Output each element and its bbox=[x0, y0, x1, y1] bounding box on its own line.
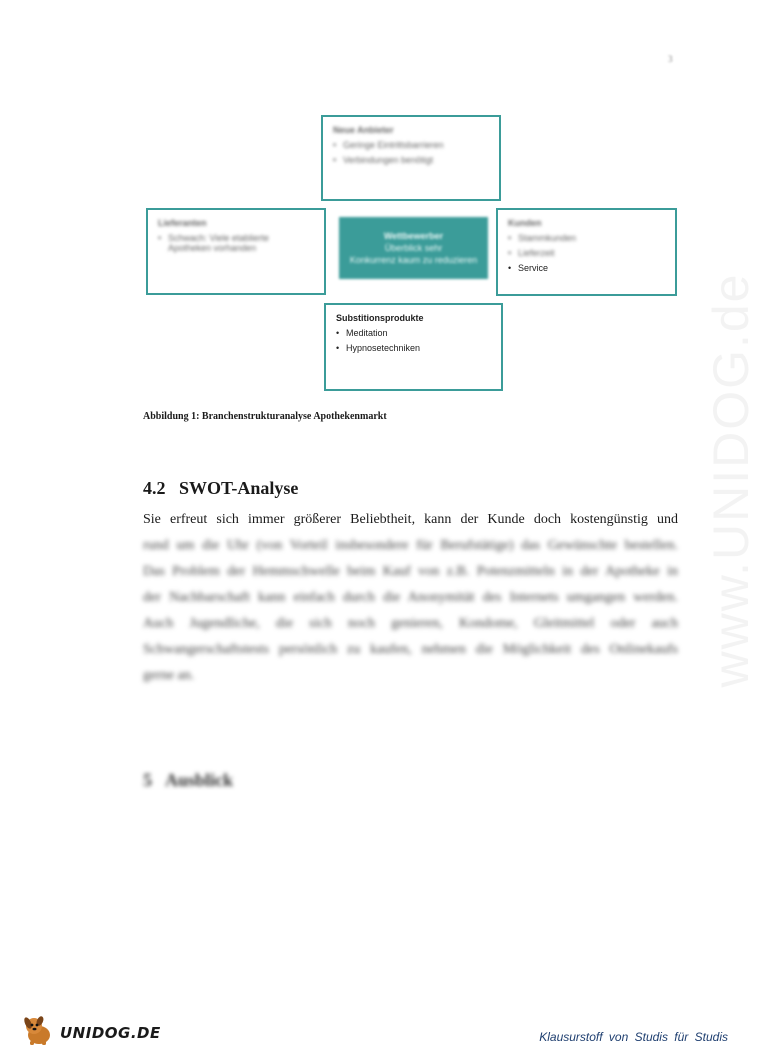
box-new-entrants-item: • Verbindungen benötigt bbox=[333, 155, 489, 165]
box-substitutes-item: • Meditation bbox=[336, 328, 491, 338]
paragraph-line: Schwangerschaftstests persönlich zu kaufen, nehmen die Möglichkeit des Onlinekaufs bbox=[143, 642, 678, 657]
box-customers bbox=[496, 208, 677, 296]
next-section-title: Ausblick bbox=[165, 770, 234, 790]
logo-wordmark: UNIDOG.DE bbox=[60, 1023, 161, 1042]
dog-logo-icon bbox=[22, 1014, 56, 1051]
box-suppliers-item: • Schwach: Viele etablierte Apotheken vorhanden bbox=[158, 233, 288, 253]
box-new-entrants-title: Neue Anbieter bbox=[333, 125, 394, 135]
section-number: 4.2 bbox=[143, 478, 166, 498]
box-suppliers bbox=[146, 208, 326, 295]
figure-caption: Abbildung 1: Branchenstrukturanalyse Apothekenmarkt bbox=[143, 411, 387, 422]
section-title: SWOT-Analyse bbox=[179, 478, 299, 498]
section-paragraph bbox=[143, 507, 678, 689]
paragraph-line: Auch Jugendliche, die sich noch genieren, Kondome, Gleitmittel oder auch bbox=[143, 616, 678, 631]
box-competitors-line: Konkurrenz kaum zu reduzieren bbox=[349, 255, 478, 265]
paragraph-line: Das Problem der Hemmschwelle beim Kauf von z.B. Potenzmitteln in der Apotheke in bbox=[143, 564, 678, 579]
footer-logo[interactable] bbox=[22, 1014, 161, 1051]
box-competitors bbox=[339, 217, 488, 279]
box-substitutes-item: • Hypnosetechniken bbox=[336, 343, 491, 353]
box-suppliers-title: Lieferanten bbox=[158, 218, 207, 228]
box-customers-title: Kunden bbox=[508, 218, 542, 228]
box-substitutes-title: Substitionsprodukte bbox=[336, 313, 424, 323]
next-section-number: 5 bbox=[143, 770, 152, 790]
footer-tagline: Klausurstoff von Studis für Studis bbox=[539, 1030, 728, 1044]
watermark: www.UNIDOG.de bbox=[703, 272, 759, 688]
paragraph-line: rund um die Uhr (von Vorteil insbesondere für Berufstätige) das Gewünschte bestellen. bbox=[143, 538, 678, 553]
box-substitutes bbox=[324, 303, 503, 391]
box-competitors-line: Wettbewerber bbox=[383, 231, 444, 241]
box-new-entrants-item: • Geringe Eintrittsbarrieren bbox=[333, 140, 489, 150]
box-customers-item: • Lieferzeit bbox=[508, 248, 665, 258]
box-customers-item: • Stammkunden bbox=[508, 233, 665, 243]
box-competitors-line: Überblick sehr bbox=[384, 243, 443, 253]
paragraph-line: gerne an. bbox=[143, 668, 195, 683]
next-section-heading bbox=[143, 770, 233, 791]
page-number: 3 bbox=[668, 54, 673, 64]
section-heading bbox=[143, 478, 298, 499]
box-customers-item: • Service bbox=[508, 263, 665, 273]
box-new-entrants bbox=[321, 115, 501, 201]
paragraph-line: der Nachbarschaft kann einfach durch die Anonymität des Internets umgangen werden. bbox=[143, 590, 678, 605]
paragraph-line: Sie erfreut sich immer größerer Beliebtheit, kann der Kunde doch kostengünstig und bbox=[143, 512, 678, 527]
